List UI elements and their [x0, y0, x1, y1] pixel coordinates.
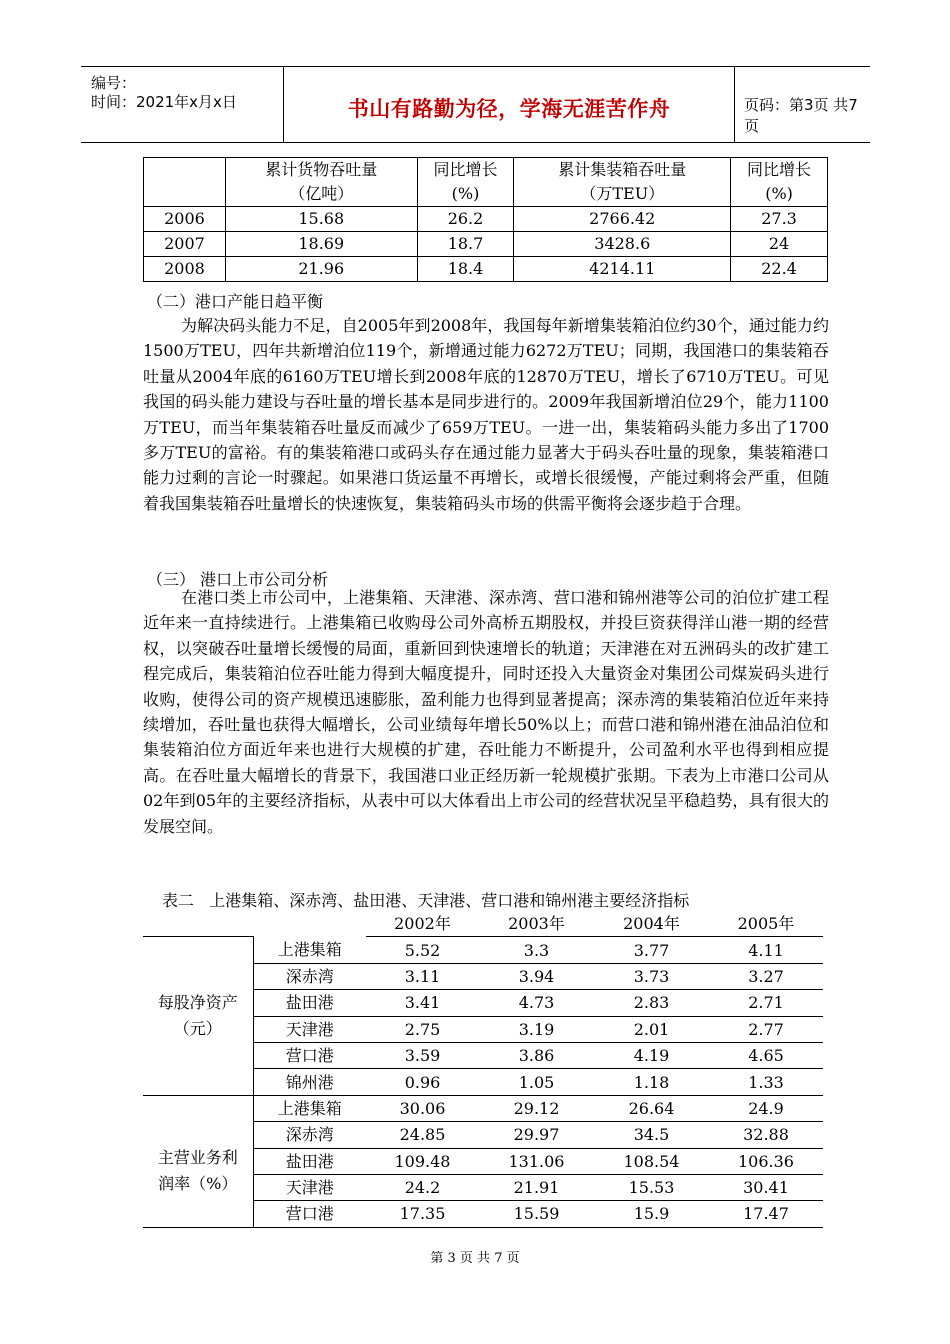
year-cell: 2006: [144, 207, 226, 232]
company-name: 天津港: [253, 1174, 366, 1200]
table-cell: 3.3: [479, 937, 594, 963]
company-name: 盐田港: [253, 990, 366, 1016]
year-header: 2002年: [366, 911, 479, 937]
financial-indicators-table: [143, 911, 823, 1228]
document-number: 编号：: [91, 74, 137, 92]
company-name: 天津港: [253, 1016, 366, 1042]
company-name: 锦州港: [253, 1069, 366, 1095]
table-cell: 4.73: [479, 990, 594, 1016]
table-cell: 1.18: [594, 1069, 709, 1095]
table-cell: 2.83: [594, 990, 709, 1016]
year-header: 2003年: [479, 911, 594, 937]
header-cell: [143, 911, 253, 937]
header-cell: [144, 158, 226, 207]
table-cell: 21.96: [225, 257, 417, 282]
header-info: [81, 67, 283, 142]
company-name: 深赤湾: [253, 963, 366, 989]
table-cell: 15.68: [225, 207, 417, 232]
table-cell: 15.9: [594, 1201, 709, 1227]
table-cell: 1.33: [709, 1069, 823, 1095]
table-cell: 4.65: [709, 1042, 823, 1068]
table-row: [143, 1095, 823, 1121]
table-cell: 26.64: [594, 1095, 709, 1121]
table-cell: 3.27: [709, 963, 823, 989]
table-cell: 2.01: [594, 1016, 709, 1042]
header-cell: 同比增长 (%): [731, 158, 828, 207]
table-cell: 3.41: [366, 990, 479, 1016]
table-cell: 3.59: [366, 1042, 479, 1068]
table-cell: 24: [731, 232, 828, 257]
table-cell: 4.11: [709, 937, 823, 963]
table-cell: 24.9: [709, 1095, 823, 1121]
table-cell: 3.73: [594, 963, 709, 989]
table-cell: 2.77: [709, 1016, 823, 1042]
throughput-table-header: [144, 158, 828, 207]
table-cell: 29.12: [479, 1095, 594, 1121]
table-cell: 4214.11: [514, 257, 731, 282]
table-cell: 22.4: [731, 257, 828, 282]
table-row: [144, 232, 828, 257]
table-cell: 32.88: [709, 1122, 823, 1148]
table-cell: 3.86: [479, 1042, 594, 1068]
table-cell: 24.85: [366, 1122, 479, 1148]
table-cell: 34.5: [594, 1122, 709, 1148]
section-heading: （二）港口产能日趋平衡: [147, 292, 324, 311]
table-cell: 3.94: [479, 963, 594, 989]
table-cell: 15.59: [479, 1201, 594, 1227]
table-cell: 2.75: [366, 1016, 479, 1042]
company-name: 盐田港: [253, 1148, 366, 1174]
table-row: [143, 937, 823, 963]
company-name: 深赤湾: [253, 1122, 366, 1148]
metric-label-profit-margin: 主营业务利 润率（%）: [143, 1095, 253, 1227]
table-cell: 106.36: [709, 1148, 823, 1174]
year-cell: 2007: [144, 232, 226, 257]
page-footer: 第 3 页 共 7 页: [430, 1251, 520, 1266]
page-header: [81, 66, 870, 143]
table-caption: 表二 上港集箱、深赤湾、盐田港、天津港、营口港和锦州港主要经济指标: [162, 891, 690, 910]
table-cell: 131.06: [479, 1148, 594, 1174]
table-cell: 15.53: [594, 1174, 709, 1200]
header-cell: [253, 911, 366, 937]
table-cell: 3.19: [479, 1016, 594, 1042]
header-page-cell: [734, 67, 870, 142]
section-heading: （三） 港口上市公司分析: [147, 570, 329, 589]
header-motto: 书山有路勤为径，学海无涯苦作舟: [347, 97, 671, 121]
company-name: 营口港: [253, 1201, 366, 1227]
table-row: [144, 207, 828, 232]
table-cell: 18.7: [417, 232, 514, 257]
table-cell: 26.2: [417, 207, 514, 232]
table-cell: 21.91: [479, 1174, 594, 1200]
table-cell: 30.06: [366, 1095, 479, 1121]
year-header: 2005年: [709, 911, 823, 937]
table-cell: 24.2: [366, 1174, 479, 1200]
company-name: 上港集箱: [253, 1095, 366, 1121]
metric-label-net-assets: 每股净资产 （元）: [143, 937, 253, 1095]
table-cell: 17.47: [709, 1201, 823, 1227]
table-row: [144, 257, 828, 282]
company-name: 营口港: [253, 1042, 366, 1068]
body-paragraph: 在港口类上市公司中，上港集箱、天津港、深赤湾、营口港和锦州港等公司的泊位扩建工程近年来一直持续进行。上港集箱已收购母公司外高桥五期股权，并投巨资获得洋山港一期的经营权，以突破吞吐量增长缓慢的局面，重新回到快速增长的轨道；天津港在对五洲码头的改扩建工程完成后，集装箱泊位吞吐能力得到大幅度提升，同时还投入大量资金对集团公司煤炭码头进行收购，使得公司的资产规模迅速膨胀，盈利能力也得到显著提高；深赤湾的集装箱泊位近年来持续增加，吞吐量也获得大幅增长，公司业绩每年增长50%以上；而营口港和锦州港在油品泊位和集装箱泊位方面近年来也进行大规模的扩建，吞吐能力不断提升，公司盈利水平也得到相应提高。在吞吐量大幅增长的背景下，我国港口业正经历新一轮规模扩张期。下表为上市港口公司从02年到05年的主要经济指标，从表中可以大体看出上市公司的经营状况呈平稳趋势，具有很大的发展空间。: [143, 588, 829, 836]
table-cell: 3428.6: [514, 232, 731, 257]
table-cell: 27.3: [731, 207, 828, 232]
document-date: 时间：2021年x月x日: [91, 93, 237, 111]
table-cell: 30.41: [709, 1174, 823, 1200]
table-cell: 1.05: [479, 1069, 594, 1095]
table-cell: 17.35: [366, 1201, 479, 1227]
table-cell: 18.4: [417, 257, 514, 282]
header-cell: 同比增长 (%): [417, 158, 514, 207]
table-cell: 3.11: [366, 963, 479, 989]
year-header: 2004年: [594, 911, 709, 937]
table-cell: 109.48: [366, 1148, 479, 1174]
table-cell: 2.71: [709, 990, 823, 1016]
table-cell: 3.77: [594, 937, 709, 963]
table-cell: 18.69: [225, 232, 417, 257]
year-header-row: [143, 911, 823, 937]
throughput-table: [143, 157, 828, 282]
table-cell: 4.19: [594, 1042, 709, 1068]
table-cell: 0.96: [366, 1069, 479, 1095]
year-cell: 2008: [144, 257, 226, 282]
header-cell: 累计集装箱吞吐量 （万TEU）: [514, 158, 731, 207]
table-cell: 108.54: [594, 1148, 709, 1174]
company-name: 上港集箱: [253, 937, 366, 963]
body-paragraph: 为解决码头能力不足，自2005年到2008年，我国每年新增集装箱泊位约30个，通过能力约1500万TEU，四年共新增泊位119个，新增通过能力6272万TEU；同期，我国港口的集装箱吞吐量从2004年底的6160万TEU增长到2008年底的12870万TEU，增长了6710万TEU。可见我国的码头能力建设与吞吐量的增长基本是同步进行的。2009年我国新增泊位29个，能力1100万TEU，而当年集装箱吞吐量反而减少了659万TEU。一进一出，集装箱码头能力多出了1700多万TEU的富裕。有的集装箱港口或码头存在通过能力显著大于码头吞吐量的现象，集装箱港口能力过剩的言论一时骤起。如果港口货运量不再增长，或增长很缓慢，产能过剩将会严重，但随着我国集装箱吞吐量增长的快速恢复，集装箱码头市场的供需平衡将会逐步趋于合理。: [143, 316, 829, 513]
table-cell: 2766.42: [514, 207, 731, 232]
header-page-number: 页码：第3页 共7页: [744, 96, 858, 135]
table-cell: 29.97: [479, 1122, 594, 1148]
table-cell: 5.52: [366, 937, 479, 963]
header-motto-cell: [283, 67, 735, 142]
header-cell: 累计货物吞吐量 （亿吨）: [225, 158, 417, 207]
